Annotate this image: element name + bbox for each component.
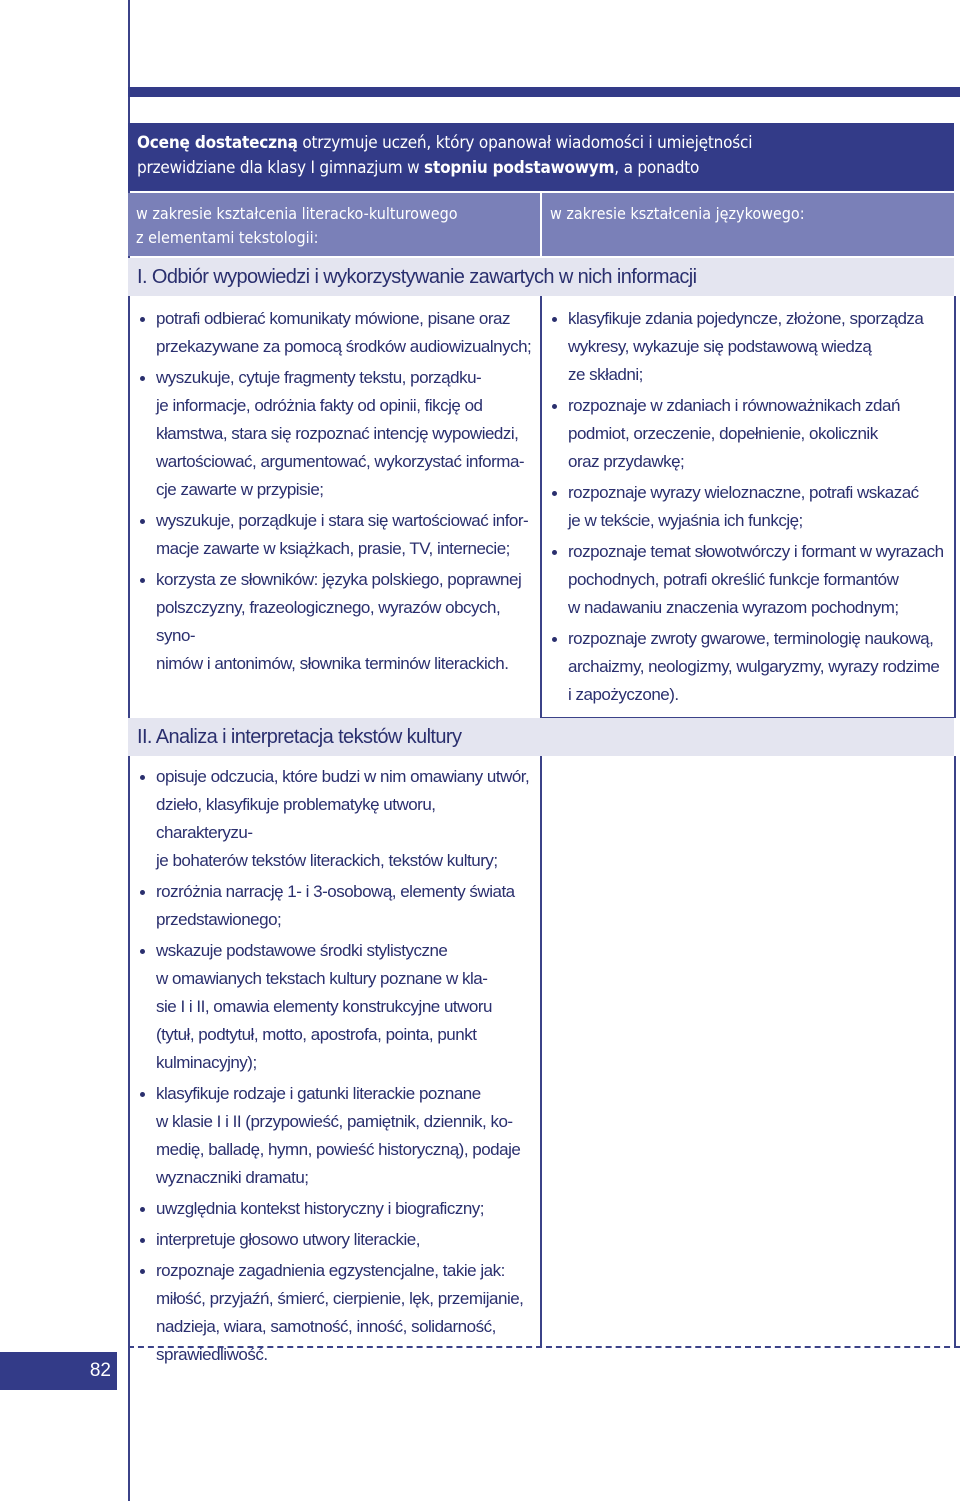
list-item-line: rozpoznaje zagadnienia egzystencjalne, takie jak: (156, 1261, 505, 1280)
column-header-language (542, 193, 954, 256)
list-item-line: w nadawaniu znaczenia wyrazom pochodnym; (568, 598, 899, 617)
list-item (130, 1195, 535, 1223)
list-item-line: klasyfikuje zdania pojedyncze, złożone, sporządza (568, 309, 924, 328)
grade-header (128, 123, 954, 191)
list-item (130, 1080, 535, 1192)
page-number: 82 (89, 1360, 111, 1381)
section-2-literary-list (130, 763, 535, 1372)
list-item-line: sie I i II, omawia elementy konstrukcyjne utworu (156, 997, 492, 1016)
list-item-line: pochodnych, potrafi określić funkcje formantów (568, 570, 899, 589)
list-item-line: i zapożyczone). (568, 685, 679, 704)
list-item-line: ze składni; (568, 365, 643, 384)
list-item (130, 1257, 535, 1369)
list-item (542, 479, 954, 535)
list-item-line: nimów i antonimów, słownika terminów literackich. (156, 654, 509, 673)
list-item-line: w omawianych tekstach kultury poznane w kla- (156, 969, 488, 988)
list-item (542, 305, 954, 389)
header-text-2: przewidziane dla klasy I gimnazjum w (137, 158, 425, 178)
list-item-line: wyszukuje, porządkuje i stara się wartościować infor- (156, 511, 529, 530)
list-item-line: rozróżnia narrację 1- i 3-osobową, elementy świata (156, 882, 515, 901)
list-item-line: kulminacyjny); (156, 1053, 257, 1072)
list-item-line: je informacje, odróżnia fakty od opinii, fikcję od (156, 396, 483, 415)
list-item-line: potrafi odbierać komunikaty mówione, pisane oraz (156, 309, 510, 328)
right-border-1 (954, 296, 956, 717)
list-item-line: archaizmy, neologizmy, wulgaryzmy, wyrazy rodzime (568, 657, 940, 676)
header-line-2 (137, 156, 944, 181)
list-item-line: (tytuł, podtytuł, motto, apostrofa, pointa, punkt (156, 1025, 477, 1044)
list-item-line: sprawiedliwość. (156, 1345, 268, 1364)
list-item (130, 937, 535, 1077)
grade-name: Ocenę dostateczną (137, 133, 298, 153)
list-item-line: polszczyzny, frazeologicznego, wyrazów obcych, syno- (156, 598, 501, 645)
list-item-line: opisuje odczucia, które budzi w nim omawiany utwór, (156, 767, 530, 786)
section-1-literary-list (130, 305, 535, 681)
list-item-line: oraz przydawkę; (568, 452, 685, 471)
column-header-language-text: w zakresie kształcenia językowego: (550, 204, 805, 223)
column-header-literary-line2: z elementami tekstologii: (136, 228, 319, 247)
list-item (130, 878, 535, 934)
list-item-line: nadzieja, wiara, samotność, inność, solidarność, (156, 1317, 496, 1336)
column-header-literary (128, 193, 540, 256)
list-item-line: wyznaczniki dramatu; (156, 1168, 309, 1187)
list-item-line: podmiot, orzeczenie, dopełnienie, okolicznik (568, 424, 878, 443)
list-item (130, 763, 535, 875)
list-item (130, 566, 535, 678)
list-item-line: uwzględnia kontekst historyczny i biograficzny; (156, 1199, 484, 1218)
list-item-line: wykresy, wykazuje się podstawową wiedzą (568, 337, 872, 356)
list-item (130, 305, 535, 361)
section-1-language-list (542, 305, 954, 712)
list-item-line: wskazuje podstawowe środki stylistyczne (156, 941, 448, 960)
list-item-line: medię, balladę, hymn, powieść historyczną), podaje (156, 1140, 521, 1159)
list-item-line: interpretuje głosowo utwory literackie, (156, 1230, 420, 1249)
header-line-1 (137, 131, 944, 156)
list-item (130, 364, 535, 504)
list-item-line: dzieło, klasyfikuje problematykę utworu, charakteryzu- (156, 795, 436, 842)
list-item (542, 392, 954, 476)
header-text-3: , a ponadto (614, 158, 700, 178)
right-border-2 (954, 756, 956, 1346)
list-item-line: cje zawarte w przypisie; (156, 480, 324, 499)
list-item-line: miłość, przyjaźń, śmierć, cierpienie, lęk, przemijanie, (156, 1289, 524, 1308)
list-item (130, 1226, 535, 1254)
list-item (130, 507, 535, 563)
list-item (542, 538, 954, 622)
level-name: stopniu podstawowym (424, 158, 615, 178)
list-item-line: macje zawarte w książkach, prasie, TV, internecie; (156, 539, 510, 558)
list-item-line: je w tekście, wyjaśnia ich funkcję; (568, 511, 803, 530)
list-item-line: rozpoznaje temat słowotwórczy i formant w wyrazach (568, 542, 944, 561)
list-item-line: przekazywane za pomocą środków audiowizualnych; (156, 337, 532, 356)
list-item-line: rozpoznaje w zdaniach i równoważnikach zdań (568, 396, 900, 415)
section-1-title: I. Odbiór wypowiedzi i wykorzystywanie zawartych w nich informacji (128, 258, 954, 296)
list-item-line: kłamstwa, stara się rozpoznać intencję wypowiedzi, (156, 424, 519, 443)
list-item-line: je bohaterów tekstów literackich, tekstów kultury; (156, 851, 498, 870)
list-item-line: rozpoznaje zwroty gwarowe, terminologię naukową, (568, 629, 934, 648)
column-header-literary-line1: w zakresie kształcenia literacko-kulturowego (136, 204, 458, 223)
list-item (542, 625, 954, 709)
header-text-1: otrzymuje uczeń, który opanował wiadomości i umiejętności (297, 133, 753, 153)
page-number-tab (0, 1352, 117, 1390)
dashed-separator (128, 1346, 960, 1348)
list-item-line: klasyfikuje rodzaje i gatunki literackie poznane (156, 1084, 481, 1103)
list-item-line: przedstawionego; (156, 910, 282, 929)
column-divider-2 (540, 756, 542, 1346)
section-2-title: II. Analiza i interpretacja tekstów kultury (128, 718, 954, 756)
list-item-line: rozpoznaje wyrazy wieloznaczne, potrafi wskazać (568, 483, 919, 502)
list-item-line: w klasie I i II (przypowieść, pamiętnik, dziennik, ko- (156, 1112, 513, 1131)
top-band (128, 87, 960, 97)
list-item-line: wyszukuje, cytuje fragmenty tekstu, porządku- (156, 368, 482, 387)
list-item-line: wartościować, argumentować, wykorzystać informa- (156, 452, 525, 471)
list-item-line: korzysta ze słowników: języka polskiego, poprawnej (156, 570, 522, 589)
